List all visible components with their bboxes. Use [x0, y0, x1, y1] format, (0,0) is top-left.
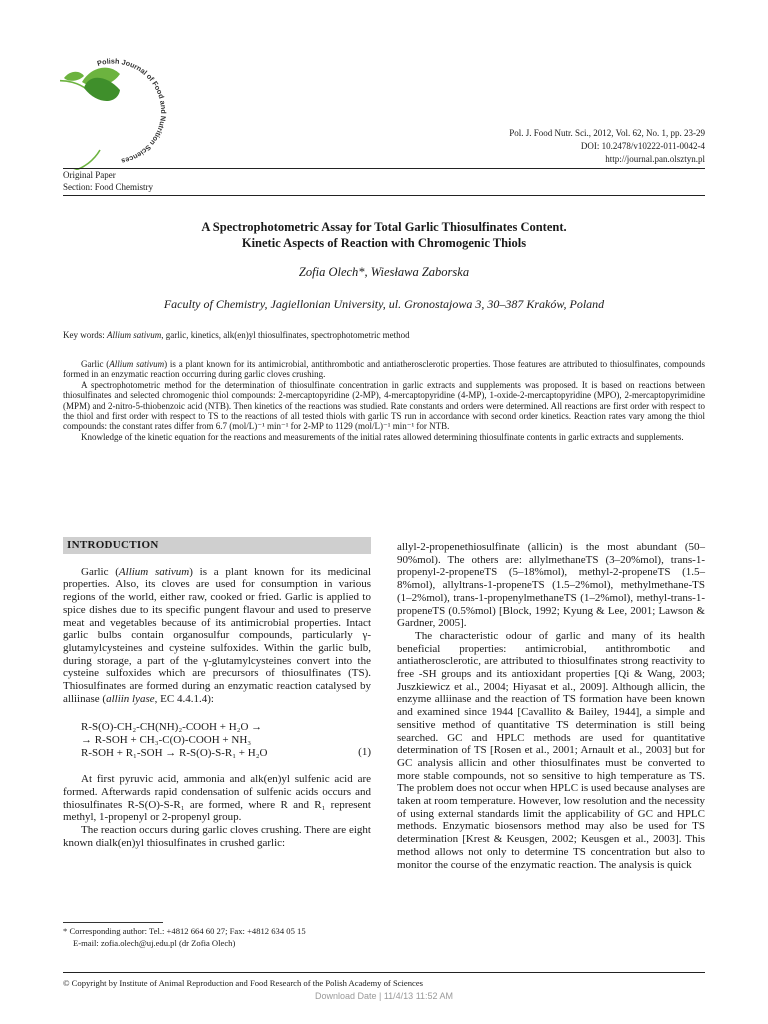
intro-right-paragraph-1: allyl-2-propenethiosulfinate (allicin) is the most abundant (50–90%mol). The others are: allylmethaneTS (3–20%mol), trans-1-propenyl-2-propeneTS (5–18%mol), methyl-2-propeneTS (1.5–8%mol), allyltrans-1-propeneTS (1.5–2%mol), methylmethane-TS (1–2%mol), trans-1-propenylmethaneTS (1–2%mol), methyl-trans-1-propeneTS (0.5%mol) [Block, 1992; Kyung & Lee, 2001; Lawson & Gardner, 2005].: [397, 541, 705, 630]
equation-line-1: R-S(O)-CH₂-CH(NH)₂-COOH + H₂O →: [81, 721, 263, 734]
intro-right-paragraph-2: The characteristic odour of garlic and many of its health beneficial properties: antimicrobial, antithrombotic and antiatherosclerotic, are attributed to thiosulfinates strong reactivity to free -SH groups and its antioxidant properties [Qi & Wang, 2003; Juszkiewicz et al., 2004; Hiyasat et al., 2009]. Although allicin, the enzyme alliinase and the reaction of TS formation have been known and examined since 1944 [Cavallito & Bailey, 1944], a simple and sensitive method of quantitative TS determination is still being searched. GC and HPLC methods are used for quantitative determination of TS [Rosen et al., 2001; Arnault et al., 2003] but for GC analysis allicin and other thiosulfinates must be converted to more stable compounds, not so sensitive to high temperature as TS. The problem does not occur when HPLC is used because analyses are taken at room temperature. However, low resolution and the necessity of using external standards limit the applicability of GC and HPLC methods. Enzymatic biosensors method may also be used for TS determination [Krest & Keusgen, 2002; Keusgen et al., 2003]. This method allows not only to determine TS concentration but also to monitor the course of the enzymatic reaction. The analysis is quick: [397, 629, 705, 871]
footnote-rule: [63, 922, 163, 923]
title-line-1: A Spectrophotometric Assay for Total Garlic Thiosulfinates Content.: [201, 220, 567, 234]
body-right-column: [397, 541, 705, 871]
abstract-paragraph-3: Knowledge of the kinetic equation for the reactions and measurements of the initial rates allowed determining thiosulfinate contents in garlic extracts and supplements.: [81, 431, 684, 442]
paper-type: Original Paper: [63, 170, 116, 180]
title-line-2: Kinetic Aspects of Reaction with Chromogenic Thiols: [241, 236, 527, 250]
footnote-line-2: E-mail: zofia.olech@uj.edu.pl (dr Zofia Olech): [73, 937, 236, 948]
journal-logo: [60, 52, 182, 170]
journal-logo-icon: [60, 52, 182, 170]
authors: Zofia Olech*, Wiesława Zaborska: [298, 265, 470, 279]
intro-paragraph-3: The reaction occurs during garlic cloves crushing. There are eight known dialk(en)yl thiosulfinates in crushed garlic:: [63, 824, 371, 849]
intro-paragraph-2: At first pyruvic acid, ammonia and alk(en)yl sulfenic acid are formed. Afterwards rapid condensation of sulfenic acids occurs and thiosulfinates R-S(O)-S-R₁ are formed, where R and R₁ represent methyl, 1-propenyl or 2-propenyl group.: [63, 773, 371, 824]
keywords-rest: , garlic, kinetics, alk(en)yl thiosulfinates, spectrophotometric method: [161, 330, 410, 340]
body-left-column: [63, 537, 371, 849]
equation-number: (1): [358, 746, 371, 759]
footer-divider: [63, 972, 705, 973]
introduction-heading: INTRODUCTION: [63, 537, 371, 554]
section-divider: [63, 195, 705, 196]
abstract-paragraph-1: Garlic (Allium sativum) is a plant known for its antimicrobial, antithrombotic and antiatherosclerotic properties. Those features are attributed to thiosulfinates, compounds formed in an enzymatic reaction occurring during garlic cloves crushing.: [63, 359, 706, 380]
keywords: [63, 330, 705, 340]
abstract: [63, 359, 705, 442]
citation-block: [509, 127, 705, 166]
intro-paragraph-1: Garlic (Allium sativum) is a plant known for its medicinal properties. Also, its cloves are used for consumption in various regions of the world, either raw, cooked or fried. Garlic is applied to spice dishes due to its specific pungent flavour and used to preserve meat and vegetables because of its antimicrobial properties. Intact garlic bulbs contain organosulfur compounds, particularly γ-glutamylcysteines and cysteine sulfoxides. Within the garlic bulb, during storage, a part of the γ-glutamylcysteines convert into the cysteine sulfoxides which are precursors of thiosulfinates (TS). Thiosulfinates are formed during an enzymatic reaction catalysed by alliinase (alliin lyase, EC 4.4.1.4):: [63, 565, 371, 705]
section-label: Section: Food Chemistry: [63, 182, 153, 192]
reaction-equations: [81, 721, 371, 759]
journal-logo-text: Polish Journal of Food and Nutrition Sciences: [96, 56, 169, 166]
equation-line-3: R-SOH + R₁-SOH → R-S(O)-S-R₁ + H₂O: [81, 746, 268, 759]
doi: DOI: 10.2478/v10222-011-0042-4: [580, 141, 705, 151]
citation: Pol. J. Food Nutr. Sci., 2012, Vol. 62, No. 1, pp. 23-29: [509, 128, 705, 138]
abstract-paragraph-2: A spectrophotometric method for the determination of thiosulfinate concentration in garlic extracts and supplements was proposed. It is based on reactions between thiosulfinates and selected chromogenic thiol compounds: 2-mercaptopyridine (2-MP), 4-mercaptopyridine (4-MP), 1-oxide-2-mercaptopyridine (MPO), 2-mercaptopyrimidine (MPM) and 2-nitro-5-thiobenzoic acid (NTB). Then kinetics of the reactions was studied. Rate constants and orders were determined. All reactions are first order with respect to the thiol and first order with respect to TS to the reactions of all tested thiols with garlic TS run in accordance with second order kinetics. Reaction rates vary among the thiol compounds: the constant rates differ from 6.7 (mol/L)⁻¹ min⁻¹ for 2-MP to 1129 (mol/L)⁻¹ min⁻¹ for NTB.: [63, 379, 705, 432]
journal-url[interactable]: http://journal.pan.olsztyn.pl: [605, 154, 705, 164]
equation-line-2: → R-SOH + CH₃-C(O)-COOH + NH₃: [81, 734, 252, 747]
header-divider: [63, 168, 705, 169]
paper-type-block: [63, 169, 153, 193]
footnote: [63, 926, 383, 949]
keywords-latin: Allium sativum: [107, 330, 162, 340]
paper-title: [63, 219, 705, 251]
affiliation: Faculty of Chemistry, Jagiellonian University, ul. Gronostajowa 3, 30–387 Kraków, Poland: [163, 297, 605, 311]
footnote-line-1: * Corresponding author: Tel.: +4812 664 60 27; Fax: +4812 634 05 15: [63, 926, 306, 936]
copyright: © Copyright by Institute of Animal Reproduction and Food Research of the Polish Academy of Sciences: [63, 978, 424, 988]
keywords-label: Key words:: [63, 330, 105, 340]
download-stamp: Download Date | 11/4/13 11:52 AM: [314, 991, 454, 1001]
